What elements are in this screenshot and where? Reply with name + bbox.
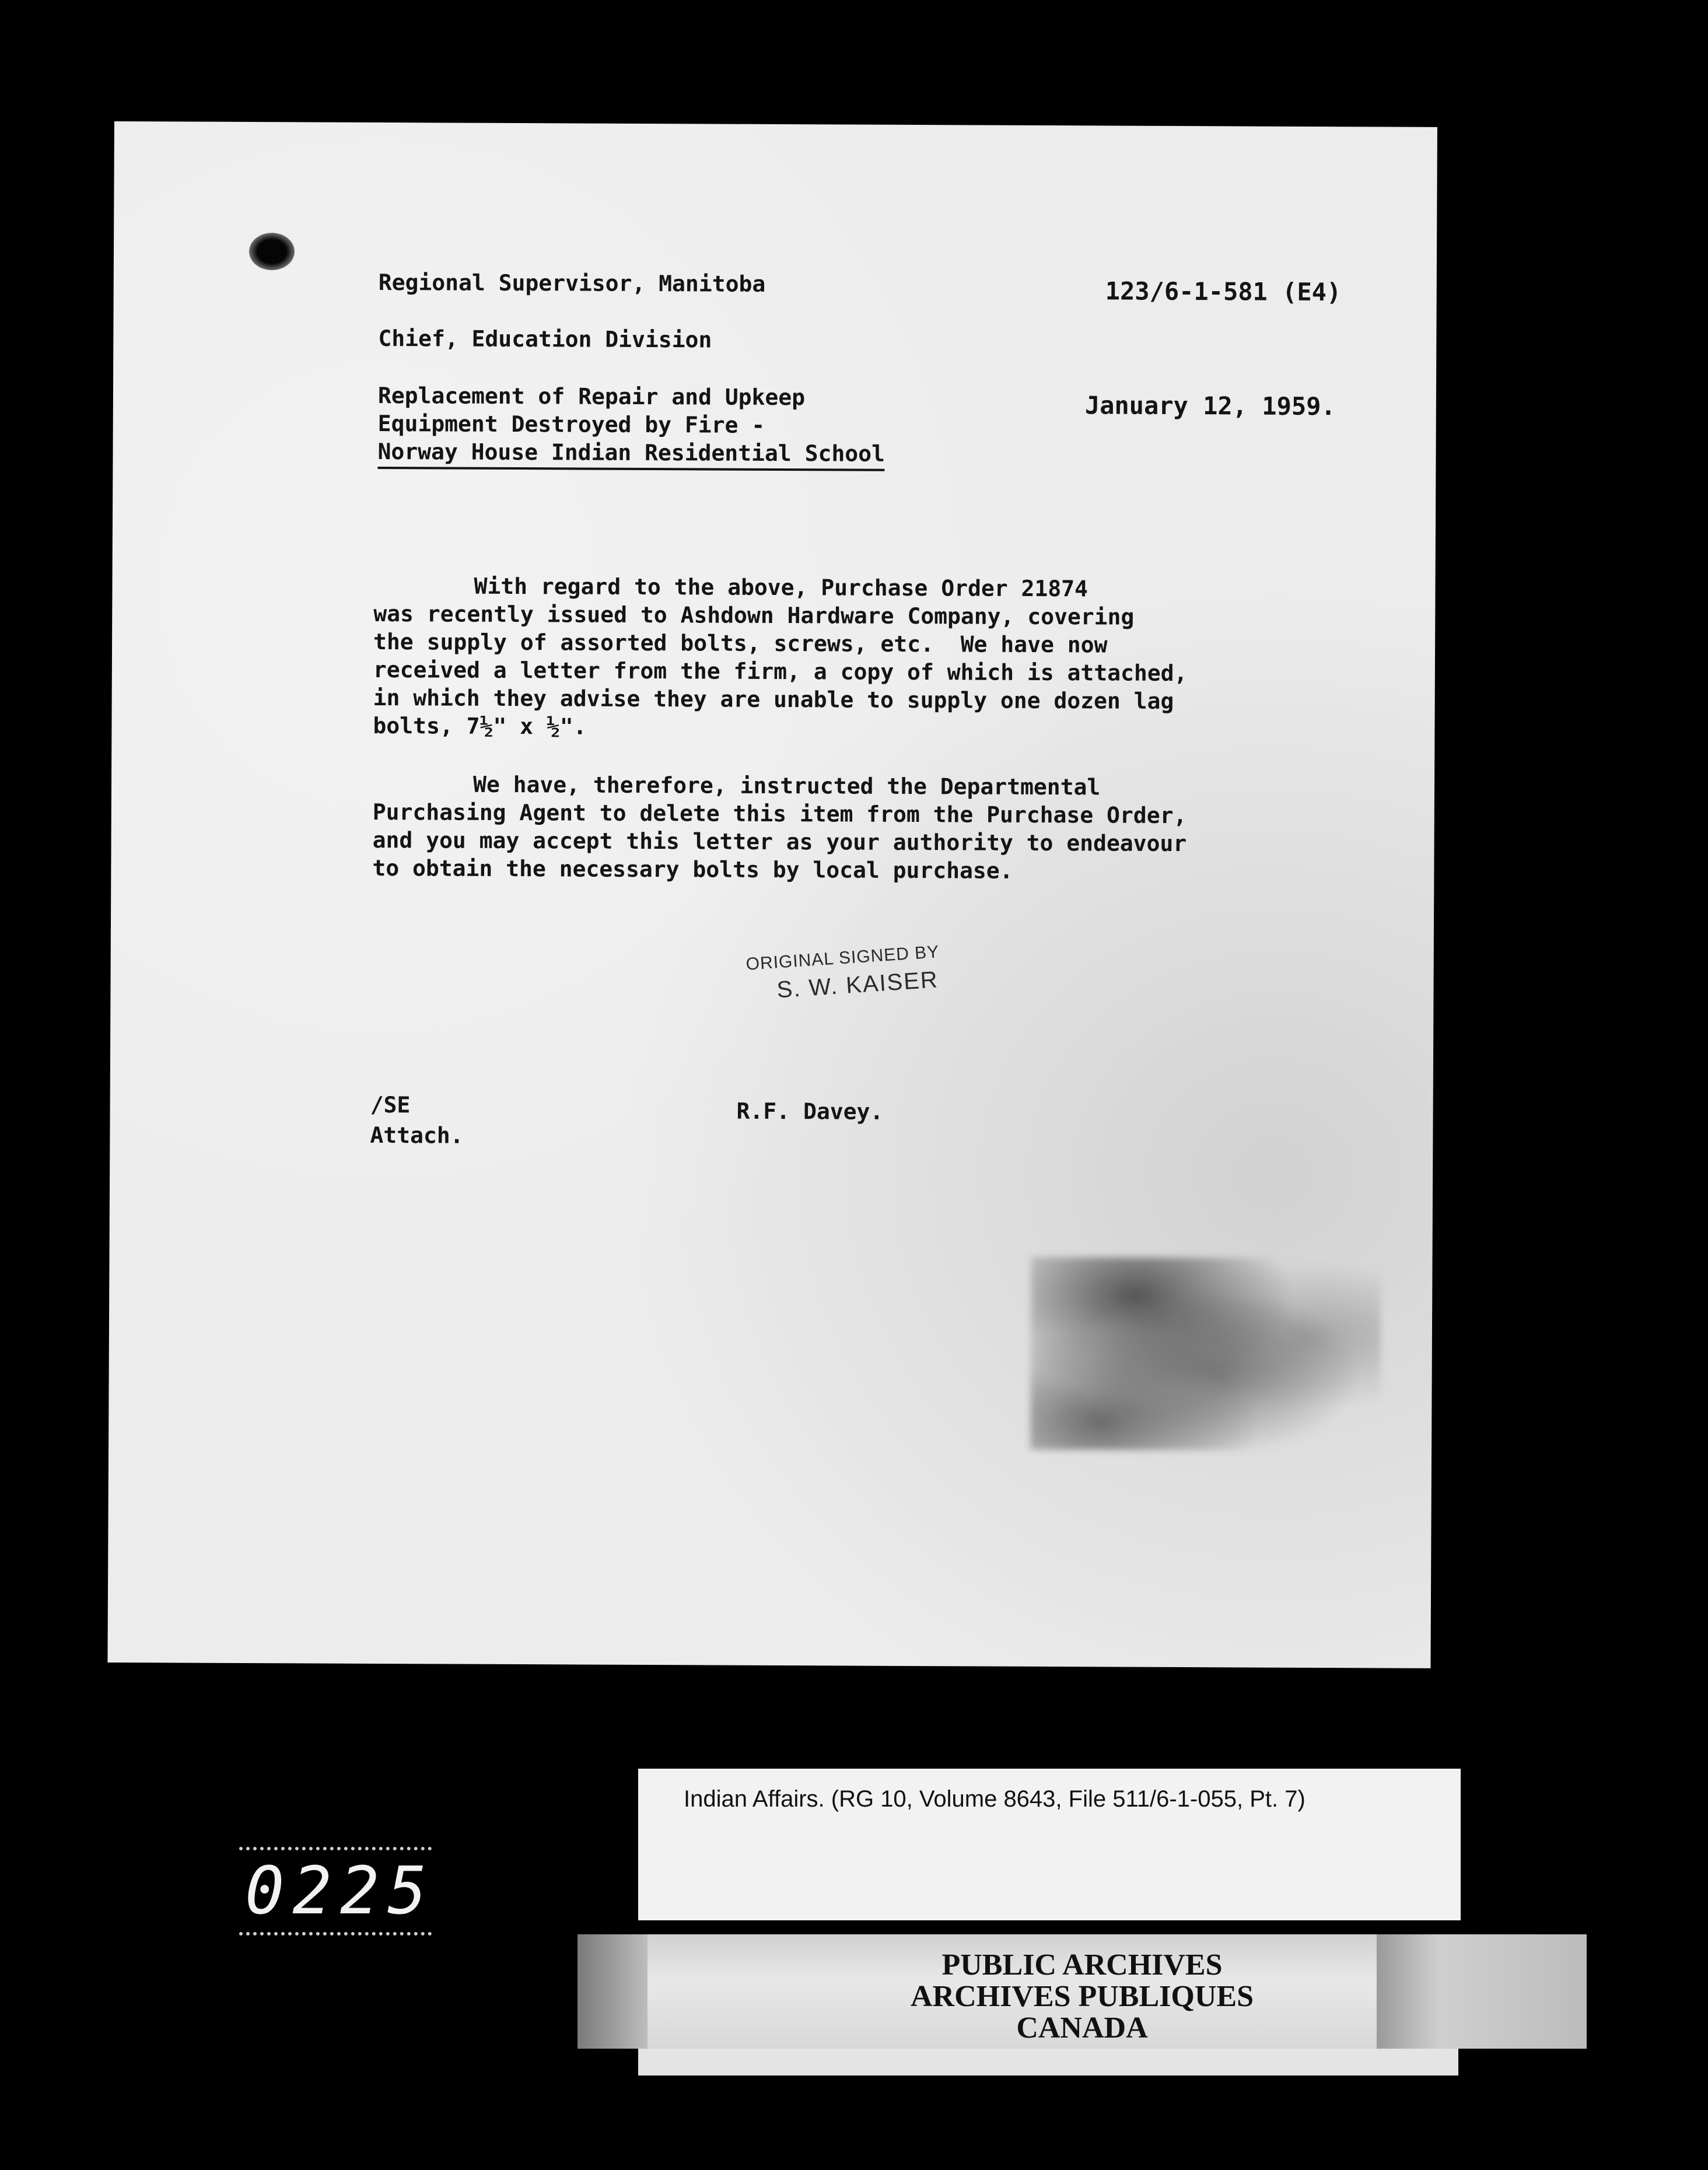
frame-counter (239, 1847, 435, 1936)
burn-mark (249, 233, 295, 270)
body-line: in which they advise they are unable to supply one dozen lag (373, 684, 1174, 714)
body-line: We have, therefore, instructed the Departmental (473, 771, 1101, 800)
reference-label (638, 1769, 1461, 1920)
body-line: the supply of assorted bolts, screws, etc. We have now (373, 628, 1108, 658)
archives-line: PUBLIC ARCHIVES (942, 1948, 1223, 1982)
body-line: was recently issued to Ashdown Hardware Company, covering (373, 600, 1135, 630)
archives-tape (578, 1934, 1587, 2049)
subject-line: Equipment Destroyed by Fire - (377, 410, 765, 438)
body-line: received a letter from the firm, a copy of which is attached, (373, 656, 1188, 687)
letter-page (107, 121, 1437, 1668)
archives-line: CANADA (1016, 2011, 1148, 2045)
body-line: to obtain the necessary bolts by local purchase. (372, 855, 1013, 884)
typist-initials: /SE (370, 1091, 411, 1118)
signer-name: R.F. Davey. (736, 1098, 884, 1125)
enclosure-note: Attach. (370, 1122, 464, 1149)
addressee: Regional Supervisor, Manitoba (378, 269, 766, 297)
stamp-line: ORIGINAL SIGNED BY (745, 942, 940, 974)
signature-stamp (740, 939, 989, 1031)
archives-line: ARCHIVES PUBLIQUES (910, 1980, 1254, 2013)
stamp-line: S. W. KAISER (776, 967, 940, 1003)
frame-number: 0225 (245, 1853, 435, 1929)
letter-date: January 12, 1959. (1084, 391, 1336, 421)
file-reference: 123/6-1-581 (E4) (1105, 276, 1342, 307)
reference-text: Indian Affairs. (RG 10, Volume 8643, File 511/6-1-055, Pt. 7) (684, 1786, 1306, 1812)
subject-line: Norway House Indian Residential School (377, 438, 885, 471)
body-line: and you may accept this letter as your authority to endeavour (372, 827, 1187, 857)
body-line: bolts, 7½" x ½". (373, 712, 587, 740)
water-stain (1030, 1257, 1381, 1451)
archives-label (578, 1950, 1587, 2044)
label-strip (638, 2049, 1458, 2076)
body-line: Purchasing Agent to delete this item from the Purchase Order, (372, 799, 1187, 829)
subject-line: Replacement of Repair and Upkeep (377, 382, 806, 411)
sender: Chief, Education Division (378, 325, 712, 353)
body-line: With regard to the above, Purchase Order 21874 (474, 573, 1088, 602)
